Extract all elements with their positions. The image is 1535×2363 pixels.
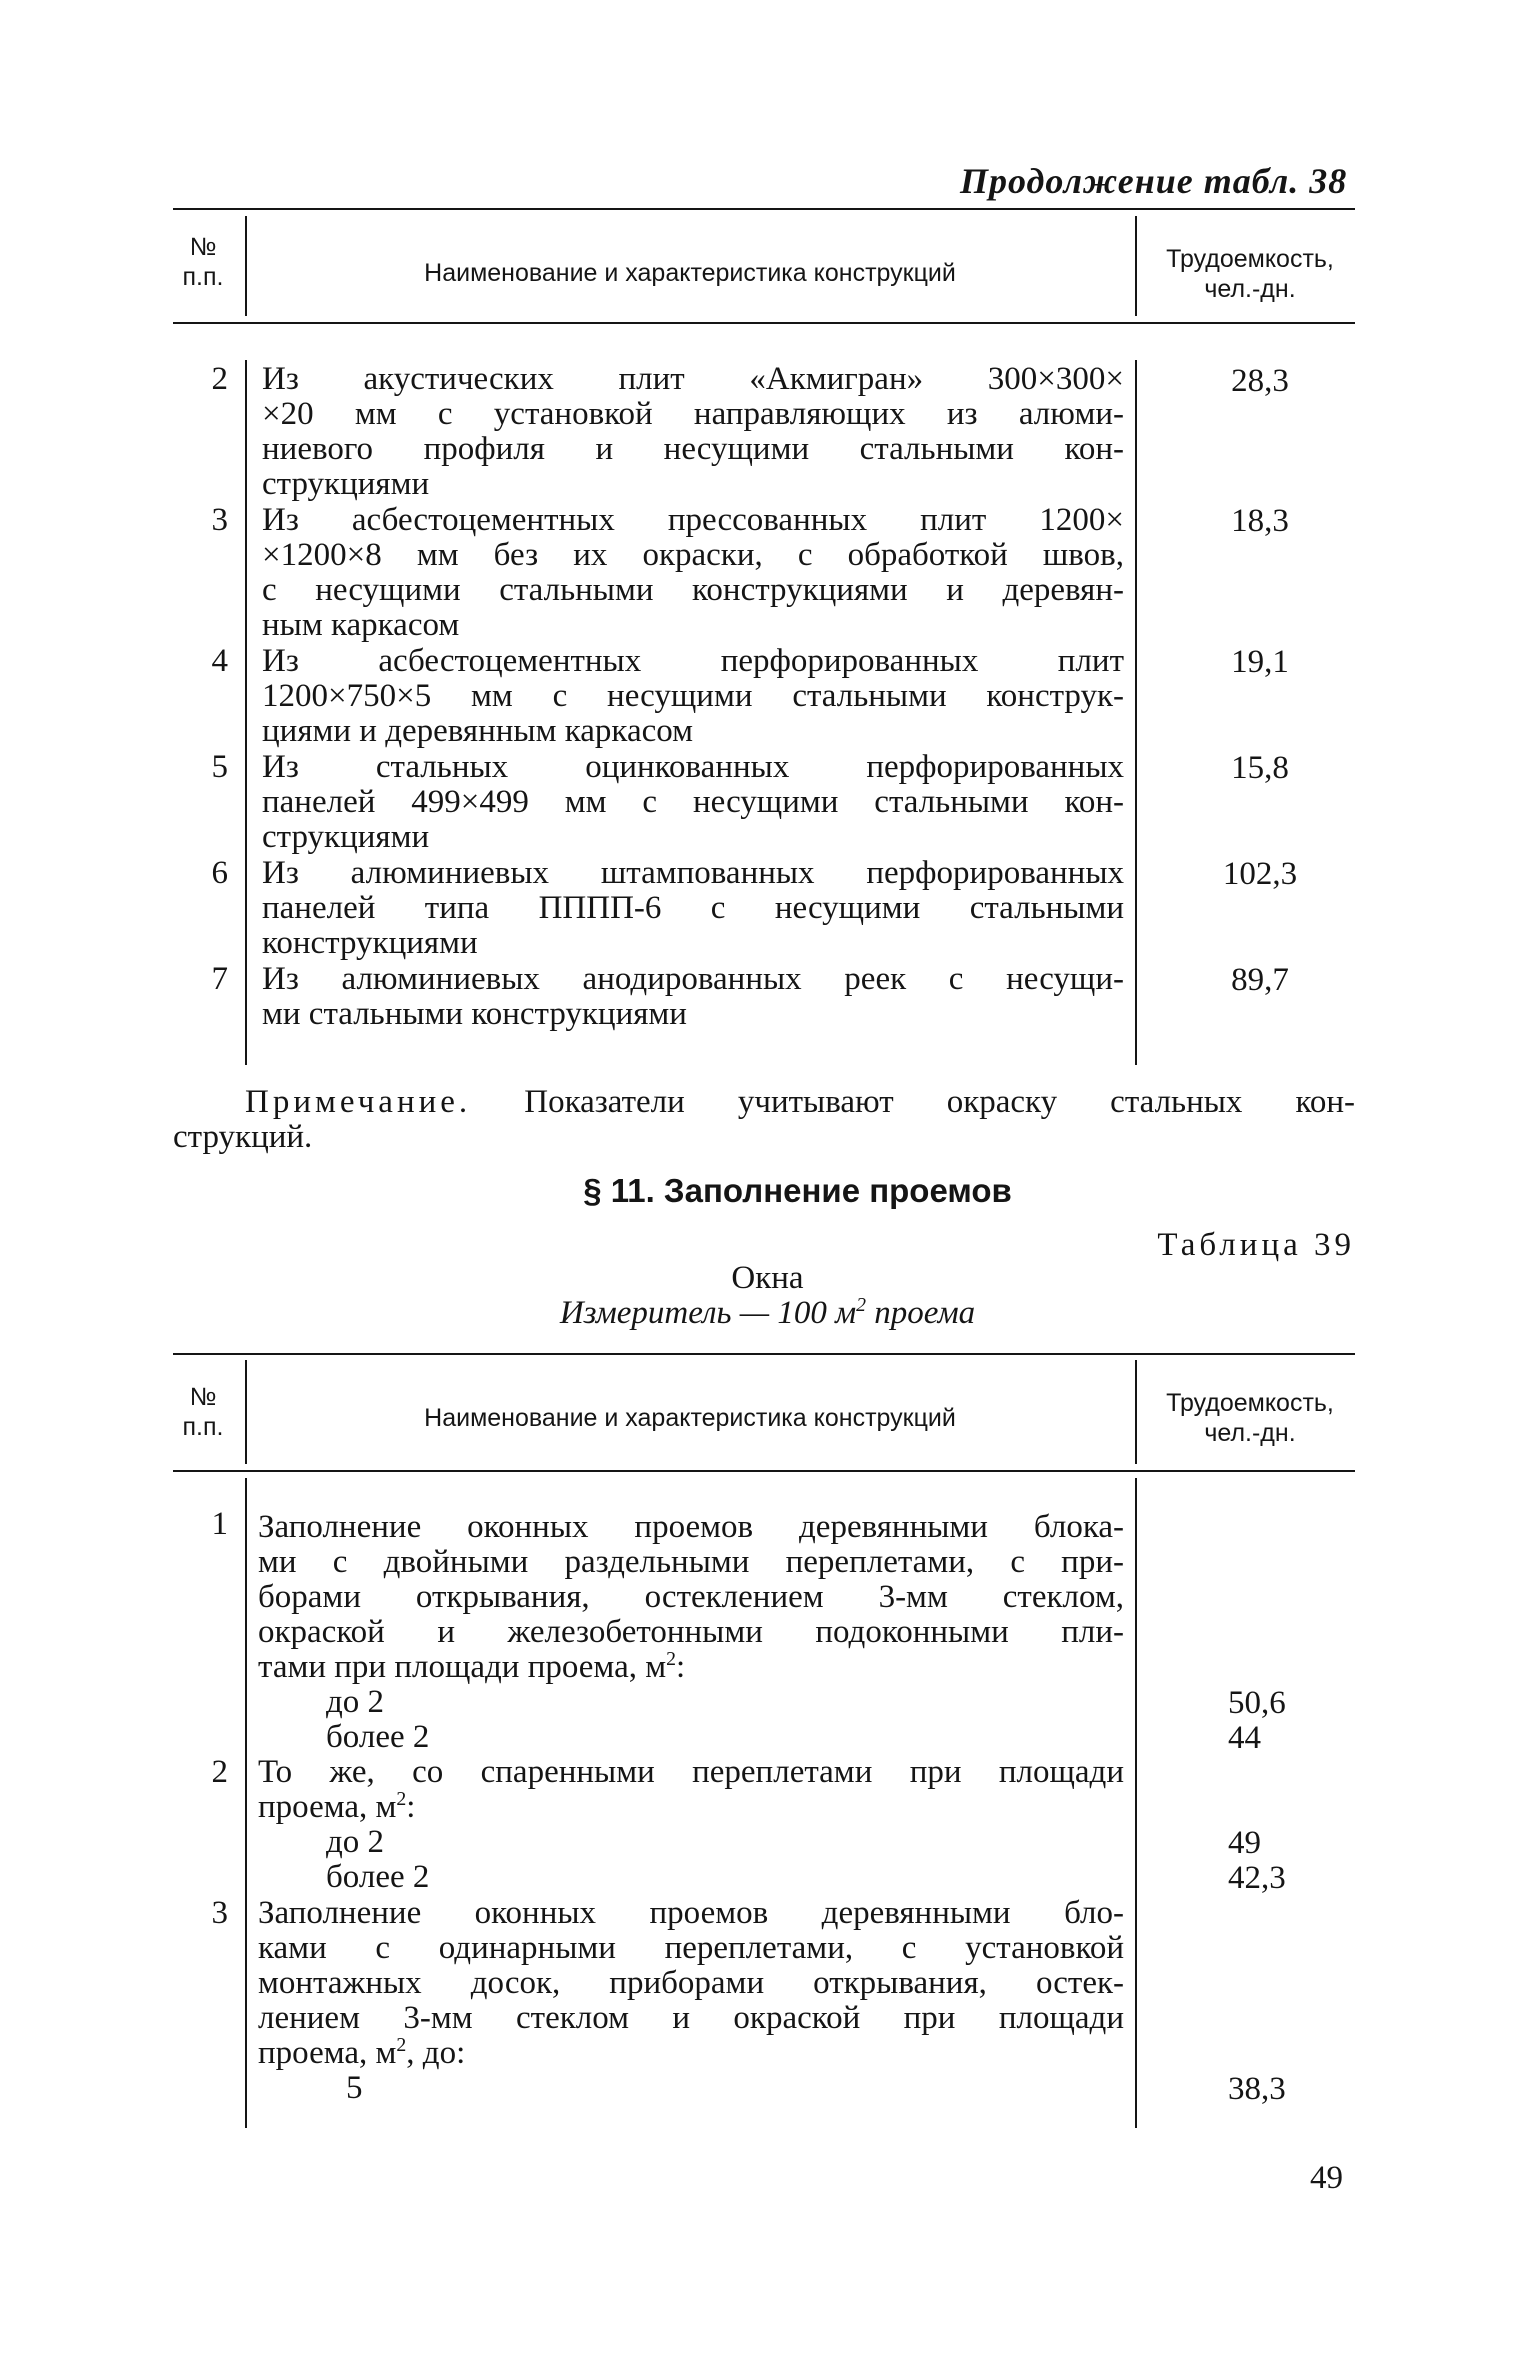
table39-row-value: 44 [1228,1720,1261,1756]
table38-row-text: Из алюминиевых анодированных реек с несущи- ми стальными конструкциями [262,961,1124,1032]
section-title: § 11. Заполнение проемов [583,1172,1012,1209]
table39-row-no: 2 [211,1754,228,1790]
table39-header-labor: Трудоемкость, чел.-дн. [1166,1389,1334,1447]
table38-col-divider-2 [1135,216,1137,316]
table39-header-name: Наименование и характеристика конструкций [424,1404,956,1432]
table39-row-no: 1 [211,1506,228,1542]
table39-measure: Измеритель — 100 $м^2$ проема [559,1294,976,1331]
table39-col-divider-1 [245,1360,247,1464]
table38-row-value: 15,8 [1231,750,1289,786]
table38-row-value: 102,3 [1222,856,1298,892]
table39-top-rule [173,1353,1355,1355]
header-no: № п.п. [182,233,224,291]
table38-row-value: 19,1 [1231,644,1289,680]
table39-title: Окна [731,1260,804,1296]
table38-row-no: 2 [211,361,228,397]
table39-col-divider-2 [1135,1360,1137,1464]
header-name: Наименование и характеристика конструкций [424,259,956,287]
table39-row-value: 49 [1228,1825,1261,1861]
table38-row-value: 18,3 [1231,503,1289,539]
table38-row-value: 89,7 [1231,962,1289,998]
table38-row-text: Из алюминиевых штампованных перфорированных панелей типа ПППП-6 с несущими стальными конструкциями [262,855,1124,961]
table38-row-no: 5 [211,749,228,785]
table39-body-divider-2 [1135,1478,1137,2128]
page-number: 49 [1310,2160,1343,2196]
table39-row-value: 50,6 [1228,1685,1286,1721]
table39-body-divider-1 [245,1478,247,2128]
table39-row-text: Заполнение оконных проемов деревянными блока- ми с двойными раздельными переплетами, с при- борами открывания, остеклением 3-мм стеклом, окраской и железобетонными подоконными пли- тами при площади проема, $м^2$: до 2 более 2 [258,1509,1124,1755]
table39-label: Таблица 39 [1157,1227,1355,1263]
table38-row-text: Из стальных оцинкованных перфорированных панелей 499×499 мм с несущими стальными кон- струкциями [262,749,1124,855]
table38-row-text: Из акустических плит «Акмигран» 300×300× ×20 мм с установкой направляющих из алюми- ниевого профиля и несущими стальными кон- струкциями [262,361,1124,502]
table38-header-rule [173,322,1355,324]
header-labor: Трудоемкость, чел.-дн. [1166,245,1334,303]
table39-row-value: 42,3 [1228,1860,1286,1896]
table38-row-no: 4 [211,643,228,679]
table38-top-rule [173,208,1355,210]
table39-row-text: Заполнение оконных проемов деревянными бло- ками с одинарными переплетами, с установкой монтажных досок, приборами открывания, остек- лением 3-мм стеклом и окраской при площади проема, $м^2$, до: 5 [258,1895,1124,2106]
table39-header-no: № п.п. [182,1383,224,1441]
table38-row-value: 28,3 [1231,363,1289,399]
note: Примечание. Показатели учитывают окраску стальных кон- струкций. [173,1084,1356,1155]
table39-row-no: 3 [211,1895,228,1931]
table38-row-text: Из асбестоцементных прессованных плит 1200× ×1200×8 мм без их окраски, с обработкой швов, с несущими стальными конструкциями и деревян- ным каркасом [262,502,1124,643]
table38-body-divider-2 [1135,360,1137,1065]
table39-row-value: 38,3 [1228,2071,1286,2107]
continuation-title: Продолжение табл. 38 [960,161,1348,201]
table38-row-no: 3 [211,502,228,538]
table38-col-divider-1 [245,216,247,316]
table38-row-no: 6 [211,855,228,891]
table38-row-text: Из асбестоцементных перфорированных плит 1200×750×5 мм с несущими стальными конструк- циями и деревянным каркасом [262,643,1124,749]
table38-body-divider-1 [245,360,247,1065]
table39-row-text: То же, со спаренными переплетами при площади проема, $м^2$: до 2 более 2 [258,1754,1124,1895]
table39-header-rule [173,1470,1355,1472]
table38-row-no: 7 [211,961,228,997]
